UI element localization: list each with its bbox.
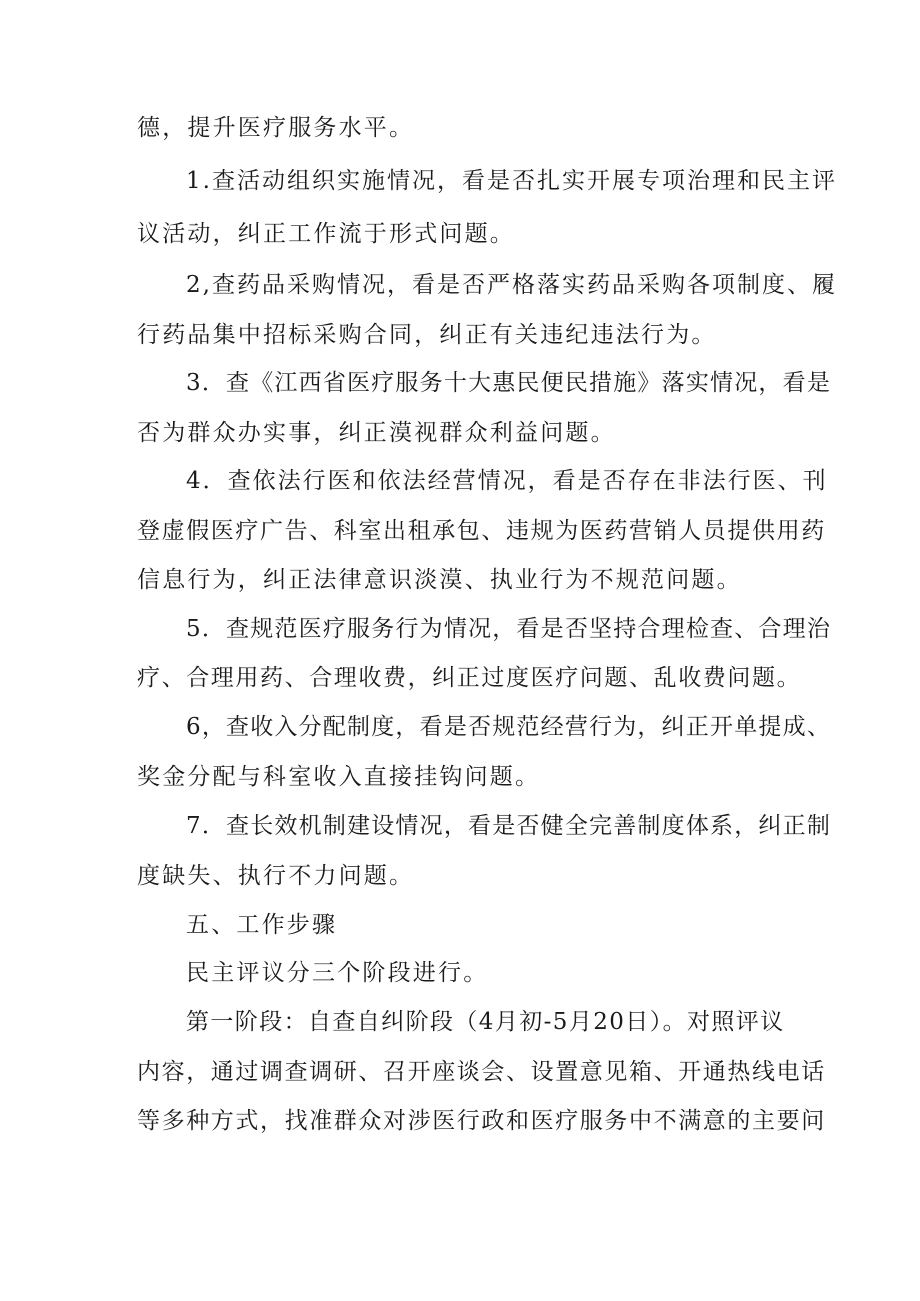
text-line: 1.查活动组织实施情况，看是否扎实开展专项治理和民主评: [186, 168, 837, 194]
text-line: 内容，通过调查调研、召开座谈会、设置意见箱、开通热线电话: [137, 1059, 826, 1085]
text-line: 行药品集中招标采购合同，纠正有关违纪违法行为。: [137, 322, 717, 348]
text-line: 信息行为，纠正法律意识淡漠、执业行为不规范问题。: [137, 567, 742, 593]
text-line: 6，查收入分配制度，看是否规范经营行为，纠正开单提成、: [186, 714, 832, 740]
text-line: 德，提升医疗服务水平。: [137, 115, 415, 141]
text-line: 疗、合理用药、合理收费，纠正过度医疗问题、乱收费问题。: [137, 665, 802, 691]
section-heading: 五、工作步骤: [186, 912, 338, 938]
text-line: 3．查《江西省医疗服务十大惠民便民措施》落实情况，看是: [186, 370, 832, 396]
text-line: 5．查规范医疗服务行为情况，看是否坚持合理检查、合理治: [186, 616, 832, 642]
text-line: 议活动，纠正工作流于形式问题。: [137, 221, 515, 247]
text-line: 否为群众办实事，纠正漠视群众利益问题。: [137, 420, 616, 446]
text-line: 4．查依法行医和依法经营情况，看是否存在非法行医、刊: [186, 468, 828, 494]
text-line: 等多种方式，找准群众对涉医行政和医疗服务中不满意的主要问: [137, 1108, 826, 1134]
text-line: 度缺失、执行不力问题。: [137, 863, 415, 889]
text-line: 第一阶段：自查自纠阶段（4月初-5月20日）。对照评议: [186, 1009, 785, 1035]
text-line: 民主评议分三个阶段进行。: [186, 960, 489, 986]
text-line: 奖金分配与科室收入直接挂钩问题。: [137, 764, 541, 790]
text-line: 登虚假医疗广告、科室出租承包、违规为医药营销人员提供用药: [137, 518, 826, 544]
text-line: 2,查药品采购情况，看是否严格落实药品采购各项制度、履: [186, 272, 837, 298]
text-line: 7．查长效机制建设情况，看是否健全完善制度体系，纠正制: [186, 813, 832, 839]
